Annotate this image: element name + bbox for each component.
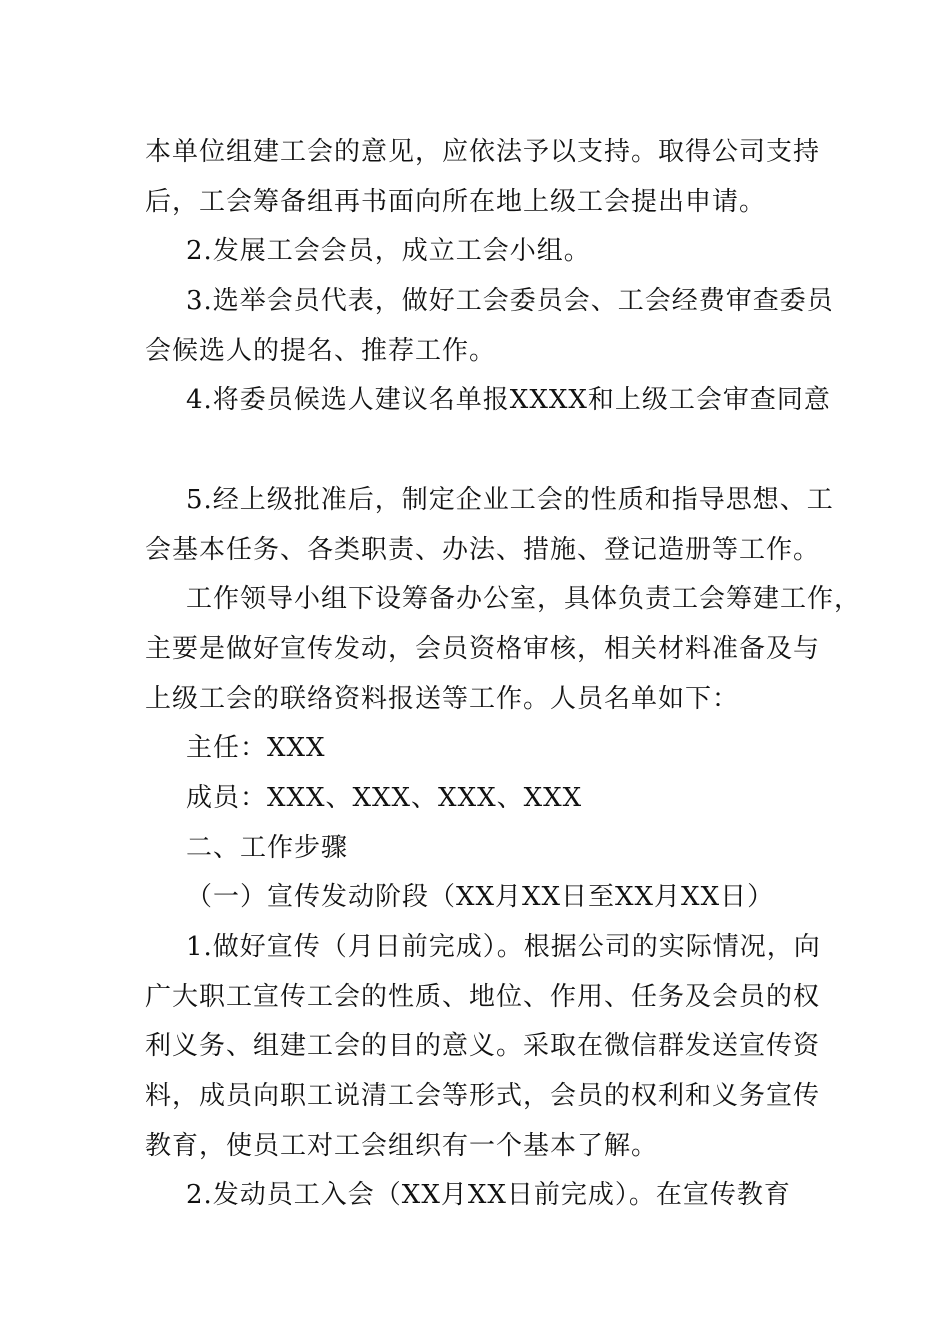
text-line-21: 2.发动员工入会（XX月XX日前完成）。在宣传教育 — [186, 1180, 791, 1210]
text-line-4: 3.选举会员代表，做好工会委员会、工会经费审查委员 — [186, 286, 834, 316]
text-line-15: （一）宣传发动阶段（XX月XX日至XX月XX日） — [186, 882, 775, 912]
text-line-2: 后，工会筹备组再书面向所在地上级工会提出申请。 — [145, 187, 767, 217]
text-line-5: 会候选人的提名、推荐工作。 — [145, 336, 497, 366]
text-line-13: 成员：XXX、XXX、XXX、XXX — [186, 783, 583, 813]
text-line-3: 2.发展工会会员，成立工会小组。 — [186, 236, 591, 266]
text-line-20: 教育，使员工对工会组织有一个基本了解。 — [145, 1131, 659, 1161]
text-line-8: 会基本任务、各类职责、办法、措施、登记造册等工作。 — [145, 535, 821, 565]
text-line-6: 4.将委员候选人建议名单报XXXX和上级工会审查同意 — [186, 385, 831, 415]
text-line-16: 1.做好宣传（月日前完成）。根据公司的实际情况，向 — [186, 932, 821, 962]
text-line-9: 工作领导小组下设筹备办公室，具体负责工会筹建工作， — [186, 584, 862, 614]
text-line-14: 二、工作步骤 — [186, 833, 349, 863]
text-line-1: 本单位组建工会的意见，应依法予以支持。取得公司支持 — [145, 137, 821, 167]
text-line-18: 利义务、组建工会的目的意义。采取在微信群发送宣传资 — [145, 1031, 821, 1061]
text-line-10: 主要是做好宣传发动，会员资格审核，相关材料准备及与 — [145, 634, 821, 664]
text-line-19: 料，成员向职工说清工会等形式，会员的权利和义务宣传 — [145, 1081, 821, 1111]
text-line-17: 广大职工宣传工会的性质、地位、作用、任务及会员的权 — [145, 982, 821, 1012]
text-line-11: 上级工会的联络资料报送等工作。人员名单如下： — [145, 684, 740, 714]
text-line-12: 主任：XXX — [186, 733, 326, 763]
text-line-7: 5.经上级批准后，制定企业工会的性质和指导思想、工 — [186, 485, 834, 515]
